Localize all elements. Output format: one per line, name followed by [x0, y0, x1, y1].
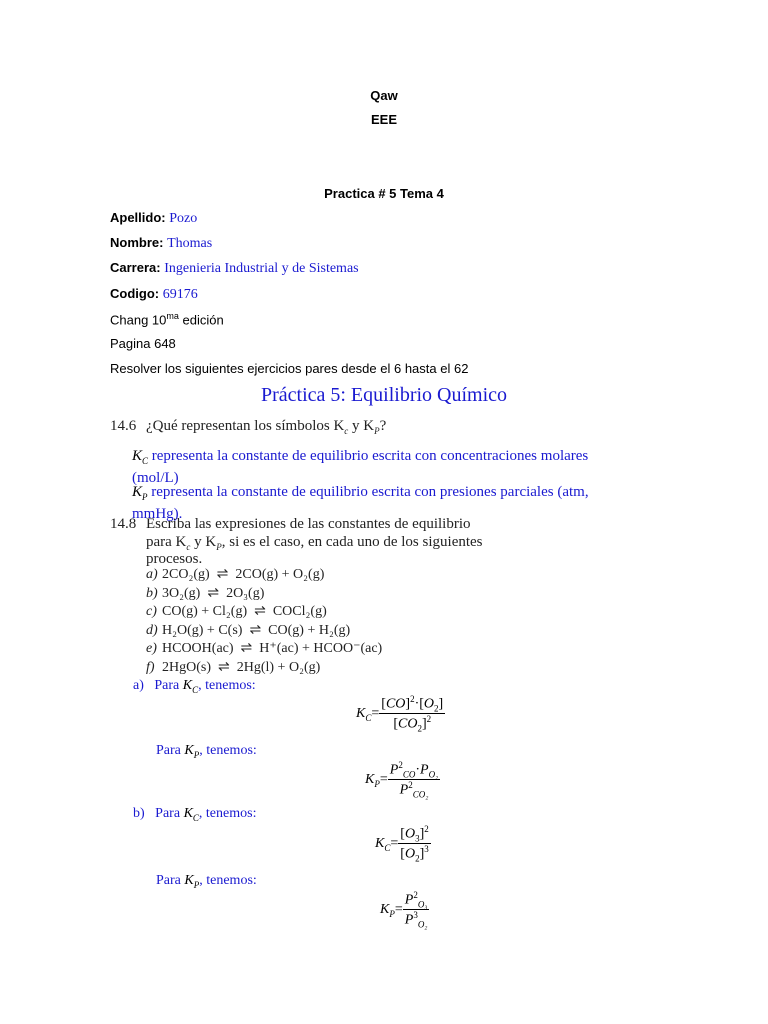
- question-14-8-line2: para $K_c$ y $K_P$, si es el caso, en cada uno de los siguientes: [146, 534, 483, 552]
- sub-p: P: [374, 426, 380, 436]
- answer-kc-text: representa la constante de equilibrio escrita con concentraciones molares (mol/L): [132, 448, 589, 486]
- reaction-item: [146, 585, 382, 604]
- para-text: Para: [156, 873, 181, 888]
- reaction-letter: e): [146, 641, 157, 656]
- reaction-left: 3O₂(g): [162, 585, 201, 601]
- reaction-item: [146, 640, 382, 659]
- para-text: Para: [156, 743, 181, 758]
- reaction-right: 2O₃(g): [226, 585, 265, 601]
- answer-kc: $K_C$ representa la constante de equilibrio escrita con concentraciones molares (mol/L): [132, 448, 589, 486]
- question-14-8-line3: procesos.: [146, 551, 203, 567]
- answer-a-kc-label: a) Para $K_C$, tenemos:: [133, 678, 256, 695]
- reaction-letter: a): [146, 567, 158, 582]
- answer-a-kp-label: Para $K_P$, tenemos:: [156, 743, 257, 760]
- equilibrium-arrow-icon: ⇌: [242, 622, 269, 638]
- reaction-right: 2Hg(l) + O₂(g): [236, 659, 321, 675]
- reaction-letter: d): [146, 622, 158, 638]
- carrera-label: Carrera:: [110, 260, 161, 275]
- apellido-label: Apellido:: [110, 210, 166, 225]
- page-line: Pagina 648: [110, 336, 176, 351]
- reaction-left: HCOOH(ac): [162, 641, 234, 656]
- question-line-2c: , si es el caso, en cada uno de los siguientes: [221, 534, 483, 550]
- answer-b-kp-label: Para $K_P$, tenemos:: [156, 873, 257, 890]
- reaction-item: [146, 622, 382, 641]
- header-line-2: EEE: [370, 112, 397, 127]
- reaction-item: [146, 659, 382, 678]
- practice-heading: Practica # 5 Tema 4: [324, 186, 444, 201]
- question-line-2a: para K: [146, 534, 187, 550]
- reaction-right: H⁺(ac) + HCOO⁻(ac): [259, 641, 383, 656]
- answer-b-kc-label: b) Para $K_C$, tenemos:: [133, 806, 257, 823]
- sub-c: c: [344, 426, 349, 436]
- apellido-row: [110, 210, 197, 227]
- reaction-right: COCl₂(g): [272, 604, 327, 619]
- nombre-value: Thomas: [167, 236, 213, 251]
- question-number: 14.8: [110, 516, 137, 532]
- nombre-row: [110, 235, 212, 252]
- question-text-y: y K: [348, 418, 375, 434]
- tenemos-text: , tenemos:: [199, 873, 257, 888]
- carrera-row: [110, 260, 359, 277]
- equation-b-kc: $K_C=$ $\frac{[O_3]^2}{[O_2]^3}$: [375, 824, 429, 864]
- answer-letter: b): [133, 806, 145, 821]
- equation-a-kp: $K_P=$ $\frac{P^2_{CO}\cdot P_{O_2}}{P^2_{CO_2}}$: [365, 760, 439, 800]
- apellido-value: Pozo: [169, 211, 198, 226]
- nombre-label: Nombre:: [110, 235, 164, 250]
- reaction-letter: c): [146, 604, 157, 619]
- header-line-1: Qaw: [370, 88, 398, 103]
- reaction-left: 2CO₂(g): [162, 567, 210, 582]
- equilibrium-arrow-icon: ⇌: [200, 585, 227, 601]
- carrera-value: Ingenieria Industrial y de Sistemas: [164, 261, 359, 276]
- equilibrium-arrow-icon: ⇌: [247, 604, 273, 619]
- para-text: Para: [155, 806, 181, 821]
- equilibrium-arrow-icon: ⇌: [233, 641, 260, 656]
- question-end: ?: [379, 418, 387, 434]
- answer-kp-text: representa la constante de equilibrio escrita con presiones parciales (atm, mmHg).: [132, 484, 589, 522]
- reaction-left: CO(g) + Cl₂(g): [162, 604, 248, 619]
- reaction-right: 2CO(g) + O₂(g): [235, 567, 325, 582]
- question-line-1: Escriba las expresiones de las constantes de equilibrio: [146, 516, 471, 532]
- question-number: 14.6: [110, 418, 137, 434]
- equation-a-kc: $K_C=$ $\frac{[CO]^2\cdot[O_2]}{[CO_2]^2}$: [356, 694, 444, 734]
- reaction-item: [146, 566, 382, 585]
- reaction-left: 2HgO(s): [162, 659, 211, 675]
- codigo-label: Codigo:: [110, 286, 160, 301]
- question-14-8: [110, 516, 471, 533]
- question-14-6: [110, 418, 386, 436]
- codigo-value: 69176: [162, 287, 198, 302]
- instructions-line: Resolver los siguientes ejercicios pares desde el 6 hasta el 62: [110, 361, 469, 376]
- para-text: Para: [154, 678, 180, 693]
- question-text: ¿Qué representan los símbolos K: [146, 418, 345, 434]
- codigo-row: [110, 286, 198, 303]
- edition-suffix: edición: [178, 312, 224, 328]
- tenemos-text: , tenemos:: [198, 806, 257, 821]
- document-title: Práctica 5: Equilibrio Químico: [260, 384, 508, 406]
- reaction-item: [146, 603, 382, 622]
- question-line-2b: y K: [190, 534, 217, 550]
- reaction-letter: f): [146, 659, 155, 675]
- tenemos-text: , tenemos:: [199, 743, 257, 758]
- edition-line: [110, 311, 224, 327]
- tenemos-text: , tenemos:: [198, 678, 256, 693]
- answer-kp: $K_P$ representa la constante de equilibrio escrita con presiones parciales (atm, mmHg).: [132, 484, 589, 522]
- reaction-right: CO(g) + H₂(g): [268, 622, 351, 638]
- equation-b-kp: $K_P=$ $\frac{P^2_{O_3}}{P^3_{O_2}}$: [380, 890, 428, 930]
- reaction-list: [146, 566, 382, 677]
- answer-letter: a): [133, 678, 144, 693]
- edition-sup: ma: [166, 311, 179, 321]
- equilibrium-arrow-icon: ⇌: [209, 567, 236, 582]
- equilibrium-arrow-icon: ⇌: [211, 659, 237, 675]
- reaction-left: H₂O(g) + C(s): [162, 622, 243, 638]
- reaction-letter: b): [146, 585, 158, 601]
- edition-text: Chang 10: [110, 312, 167, 328]
